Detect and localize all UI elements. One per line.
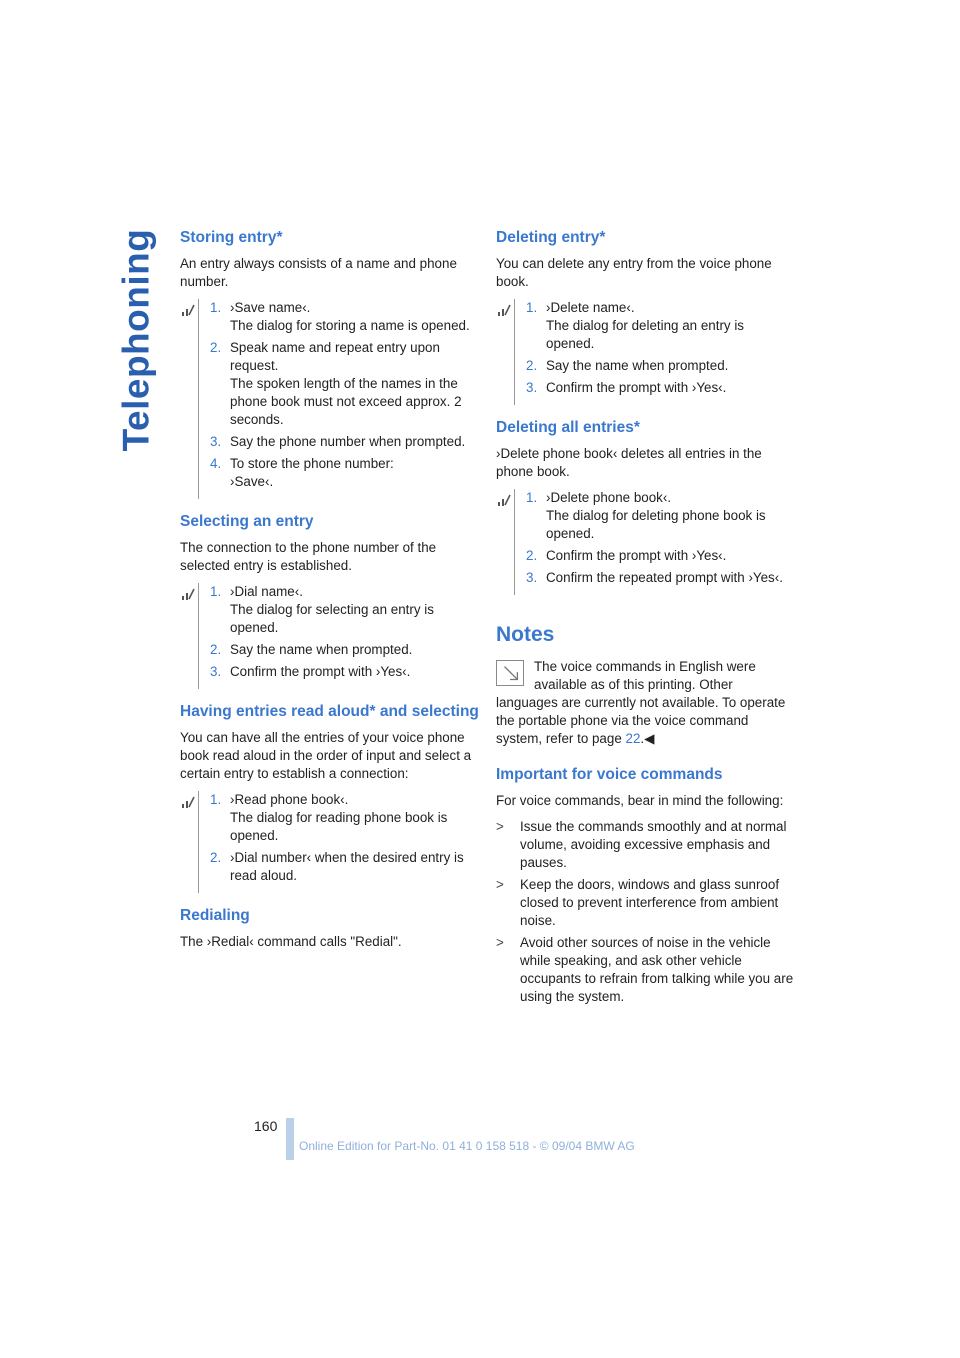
step-line: ›Read phone book‹. — [230, 792, 349, 807]
step-line: To store the phone number: — [230, 456, 394, 471]
voice-steps — [198, 299, 480, 499]
step-line: The dialog for deleting phone book is opened. — [546, 508, 766, 541]
voice-steps — [198, 583, 480, 689]
list-item-text: Issue the commands smoothly and at normal volume, avoiding excessive emphasis and pauses. — [520, 819, 787, 870]
step-item — [526, 569, 796, 587]
step-line: Confirm the prompt with ›Yes‹. — [546, 380, 727, 395]
bullet-mark: > — [496, 819, 504, 834]
step-line: ›Dial number‹ when the desired entry is read aloud. — [230, 850, 464, 883]
step-line: Speak name and repeat entry upon request. — [230, 340, 440, 373]
edition-note: Online Edition for Part-No. 01 41 0 158 518 - © 09/04 BMW AG — [299, 1139, 635, 1153]
section-selecting-entry — [180, 513, 480, 689]
step-line: The dialog for reading phone book is opened. — [230, 810, 448, 843]
page-number: 160 — [254, 1118, 278, 1134]
step-line: Say the phone number when prompted. — [230, 434, 466, 449]
step-line: The spoken length of the names in the phone book must not exceed approx. 2 seconds. — [230, 376, 462, 427]
tips-list — [496, 818, 796, 1006]
section-important-voice-commands — [496, 766, 796, 1006]
bullet-mark: > — [496, 935, 504, 950]
step-number: 3. — [526, 380, 538, 395]
step-number: 1. — [526, 300, 538, 315]
section-redialing — [180, 907, 480, 951]
section-storing-entry — [180, 229, 480, 499]
section-heading: Selecting an entry — [180, 513, 314, 530]
step-number: 2. — [210, 642, 222, 657]
page-reference-link[interactable]: 22 — [625, 731, 641, 746]
note-text — [496, 658, 796, 748]
section-intro: An entry always consists of a name and phone number. — [180, 256, 457, 289]
step-number: 4. — [210, 456, 222, 471]
note-end-mark: .◀ — [640, 731, 655, 746]
step-line: ›Delete name‹. — [546, 300, 635, 315]
step-text — [546, 547, 796, 565]
section-text: The ›Redial‹ command calls "Redial". — [180, 934, 402, 949]
step-item — [526, 379, 796, 397]
chapter-title: Telephoning — [115, 228, 156, 452]
section-intro: You can have all the entries of your voice phone book read aloud in the order of input and select a certain entry to establish a connection: — [180, 730, 472, 781]
step-item — [526, 299, 796, 353]
step-text — [230, 791, 480, 845]
step-text — [230, 433, 480, 451]
step-item — [526, 489, 796, 543]
step-line: Confirm the prompt with ›Yes‹. — [230, 664, 411, 679]
footer-bar — [286, 1118, 294, 1160]
list-item-text: Avoid other sources of noise in the vehicle while speaking, and ask other vehicle occupants to refrain from talking while you are using the system. — [520, 935, 794, 1004]
voice-steps — [198, 791, 480, 893]
step-number: 3. — [210, 434, 222, 449]
section-read-aloud — [180, 703, 480, 893]
step-number: 1. — [210, 300, 222, 315]
step-text — [546, 299, 796, 353]
section-intro: ›Delete phone book‹ deletes all entries in the phone book. — [496, 446, 762, 479]
step-line: The dialog for storing a name is opened. — [230, 318, 470, 333]
voice-command-icon — [497, 493, 511, 507]
section-intro: For voice commands, bear in mind the following: — [496, 793, 784, 808]
voice-command-icon — [181, 303, 195, 317]
step-number: 1. — [210, 584, 222, 599]
section-deleting-all-entries — [496, 419, 796, 595]
notes-heading: Notes — [496, 623, 555, 646]
step-line: Say the name when prompted. — [546, 358, 729, 373]
step-text — [230, 455, 480, 491]
section-intro: The connection to the phone number of the selected entry is established. — [180, 540, 437, 573]
step-line: The dialog for selecting an entry is opened. — [230, 602, 434, 635]
section-intro: You can delete any entry from the voice phone book. — [496, 256, 772, 289]
voice-command-icon — [181, 587, 195, 601]
step-item — [210, 339, 480, 429]
voice-command-icon — [497, 303, 511, 317]
step-number: 2. — [210, 850, 222, 865]
step-line: Confirm the repeated prompt with ›Yes‹. — [546, 570, 783, 585]
step-line: ›Save name‹. — [230, 300, 311, 315]
section-deleting-entry — [496, 229, 796, 405]
step-text — [546, 569, 796, 587]
step-text — [230, 583, 480, 637]
voice-steps — [514, 489, 796, 595]
step-text — [230, 849, 480, 885]
step-item — [210, 791, 480, 845]
step-line: Say the name when prompted. — [230, 642, 413, 657]
step-text — [230, 339, 480, 429]
step-item — [526, 547, 796, 565]
step-item — [210, 433, 480, 451]
voice-steps — [514, 299, 796, 405]
note-icon — [496, 660, 524, 686]
step-line: ›Delete phone book‹. — [546, 490, 672, 505]
section-heading: Having entries read aloud* and selecting — [180, 703, 479, 720]
step-number: 2. — [526, 358, 538, 373]
step-item — [210, 641, 480, 659]
step-item — [210, 849, 480, 885]
step-text — [546, 489, 796, 543]
note-box — [496, 658, 796, 748]
step-number: 3. — [210, 664, 222, 679]
section-heading: Deleting all entries* — [496, 419, 640, 436]
step-number: 2. — [210, 340, 222, 355]
step-line: The dialog for deleting an entry is opened. — [546, 318, 745, 351]
step-text — [546, 357, 796, 375]
step-number: 1. — [210, 792, 222, 807]
section-heading: Important for voice commands — [496, 766, 723, 783]
step-number: 3. — [526, 570, 538, 585]
step-number: 1. — [526, 490, 538, 505]
step-item — [210, 663, 480, 681]
note-text-main: The voice commands in English were available as of this printing. Other languages are currently not available. To operate the portable phone via the voice command system, refer to page — [496, 659, 786, 746]
chapter-tab — [96, 230, 176, 450]
step-item — [210, 455, 480, 491]
step-line: ›Dial name‹. — [230, 584, 303, 599]
section-heading: Deleting entry* — [496, 229, 606, 246]
list-item — [496, 818, 796, 872]
right-column — [496, 229, 796, 1010]
step-number: 2. — [526, 548, 538, 563]
section-heading: Storing entry* — [180, 229, 283, 246]
section-heading: Redialing — [180, 907, 250, 924]
bullet-mark: > — [496, 877, 504, 892]
list-item-text: Keep the doors, windows and glass sunroof closed to prevent interference from ambient noise. — [520, 877, 780, 928]
left-column — [180, 229, 480, 951]
list-item — [496, 934, 796, 1006]
step-text — [546, 379, 796, 397]
step-item — [210, 299, 480, 335]
list-item — [496, 876, 796, 930]
step-line: Confirm the prompt with ›Yes‹. — [546, 548, 727, 563]
step-text — [230, 641, 480, 659]
voice-command-icon — [181, 795, 195, 809]
step-text — [230, 663, 480, 681]
step-item — [526, 357, 796, 375]
step-line: ›Save‹. — [230, 474, 274, 489]
step-item — [210, 583, 480, 637]
section-notes — [496, 623, 796, 748]
step-text — [230, 299, 480, 335]
